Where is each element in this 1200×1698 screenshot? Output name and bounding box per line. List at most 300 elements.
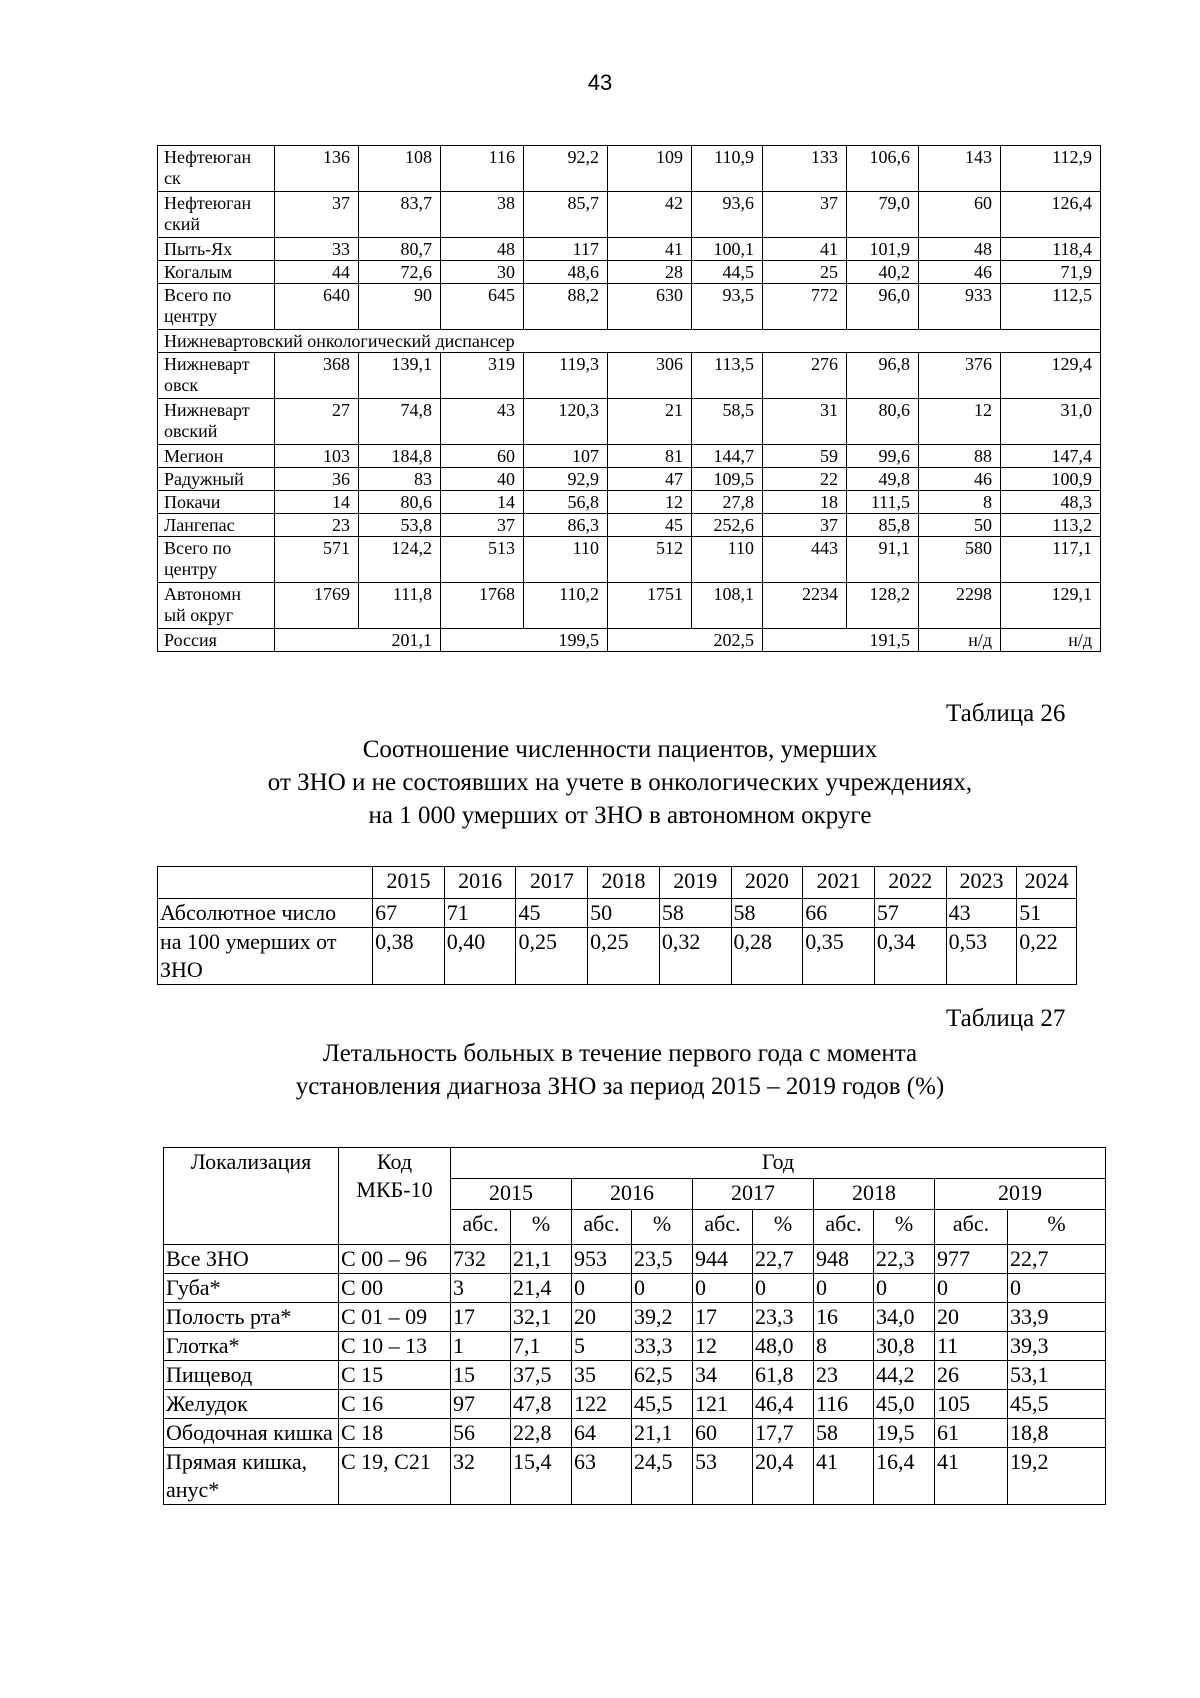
value-cell: 14: [275, 491, 359, 514]
value-cell: 0: [693, 1274, 753, 1303]
value-cell: 113,5: [692, 353, 763, 399]
value-cell: 57: [874, 899, 946, 928]
value-cell: 0,38: [373, 928, 445, 985]
value-cell: 44: [275, 261, 359, 284]
table27-title-line: Летальность больных в течение первого года с момента: [322, 1040, 918, 1067]
value-cell: 128,2: [847, 583, 919, 629]
table-row: [164, 1274, 1106, 1303]
value-cell: 34,0: [874, 1303, 935, 1332]
value-cell: 46: [919, 261, 1001, 284]
value-cell: 45,5: [1008, 1390, 1106, 1419]
value-cell: 28: [608, 261, 692, 284]
row-name: Нефтеюган ск: [158, 146, 275, 192]
regional-mortality-table-continuation: [157, 145, 1101, 652]
row-label: на 100 умерших от ЗНО: [158, 928, 373, 985]
value-cell: 100,9: [1001, 468, 1101, 491]
value-cell: 67: [373, 899, 445, 928]
value-cell: 23,5: [632, 1245, 693, 1274]
value-cell: 17,7: [753, 1419, 814, 1448]
value-cell: 41: [763, 238, 847, 261]
value-cell: 16: [814, 1303, 874, 1332]
value-cell: 37: [275, 192, 359, 238]
value-cell: 21: [608, 399, 692, 445]
value-cell: 15,4: [511, 1448, 572, 1505]
value-cell: 33,3: [632, 1332, 693, 1361]
value-cell: 86,3: [524, 514, 608, 537]
value-cell: 0: [753, 1274, 814, 1303]
localization-cell: Пищевод: [164, 1361, 339, 1390]
value-cell: 0: [1008, 1274, 1106, 1303]
value-cell: 252,6: [692, 514, 763, 537]
row-name: Нижневарт овск: [158, 353, 275, 399]
value-cell: 571: [275, 537, 359, 583]
value-cell: 111,5: [847, 491, 919, 514]
value-cell: 38: [441, 192, 524, 238]
row-name: Нижневарт овский: [158, 399, 275, 445]
value-cell: 19,5: [874, 1419, 935, 1448]
value-cell: 953: [572, 1245, 632, 1274]
table-row: [158, 629, 1101, 652]
value-cell: 110: [524, 537, 608, 583]
value-cell: 2234: [763, 583, 847, 629]
value-cell: 376: [919, 353, 1001, 399]
value-cell: 35: [572, 1361, 632, 1390]
value-cell: 18,8: [1008, 1419, 1106, 1448]
value-cell: 199,5: [441, 629, 608, 652]
value-cell: 12: [693, 1332, 753, 1361]
year-header: 2023: [946, 867, 1017, 899]
value-cell: 93,5: [692, 284, 763, 330]
value-cell: 110: [692, 537, 763, 583]
value-cell: 119,3: [524, 353, 608, 399]
value-cell: 58: [659, 899, 731, 928]
value-cell: 44,2: [874, 1361, 935, 1390]
value-cell: 37,5: [511, 1361, 572, 1390]
value-cell: 107: [524, 445, 608, 468]
table-row: [158, 491, 1101, 514]
localization-cell: Желудок: [164, 1390, 339, 1419]
value-cell: 58: [731, 899, 803, 928]
value-cell: 0,25: [516, 928, 588, 985]
value-cell: 108: [359, 146, 441, 192]
value-cell: 88: [919, 445, 1001, 468]
value-cell: 93,6: [692, 192, 763, 238]
value-cell: 92,9: [524, 468, 608, 491]
table-row: [164, 1303, 1106, 1332]
value-cell: 944: [693, 1245, 753, 1274]
value-cell: 19,2: [1008, 1448, 1106, 1505]
value-cell: 85,7: [524, 192, 608, 238]
icd-code-cell: С 10 – 13: [339, 1332, 451, 1361]
value-cell: 12: [919, 399, 1001, 445]
value-cell: 53,1: [1008, 1361, 1106, 1390]
value-cell: 191,5: [763, 629, 919, 652]
value-cell: 202,5: [608, 629, 763, 652]
value-cell: 117: [524, 238, 608, 261]
table-row: [158, 284, 1101, 330]
value-cell: 14: [441, 491, 524, 514]
table-row: [158, 146, 1101, 192]
value-cell: 0,32: [659, 928, 731, 985]
value-cell: 41: [608, 238, 692, 261]
value-cell: 116: [441, 146, 524, 192]
value-cell: 96,8: [847, 353, 919, 399]
value-cell: 90: [359, 284, 441, 330]
table27-header-localization: Локализация: [164, 1148, 339, 1245]
value-cell: 71,9: [1001, 261, 1101, 284]
value-cell: 22,7: [1008, 1245, 1106, 1274]
value-cell: 368: [275, 353, 359, 399]
value-cell: 112,9: [1001, 146, 1101, 192]
value-cell: 42: [608, 192, 692, 238]
table-row: [164, 1448, 1106, 1505]
row-label: Абсолютное число: [158, 899, 373, 928]
value-cell: 23: [275, 514, 359, 537]
row-name: Автономн ый округ: [158, 583, 275, 629]
page-number: 43: [587, 70, 613, 95]
value-cell: 15: [451, 1361, 511, 1390]
value-cell: 37: [763, 192, 847, 238]
value-cell: 40: [441, 468, 524, 491]
value-cell: 63: [572, 1448, 632, 1505]
row-name: Пыть-Ях: [158, 238, 275, 261]
value-cell: 47: [608, 468, 692, 491]
value-cell: 39,2: [632, 1303, 693, 1332]
table-row: [164, 1390, 1106, 1419]
row-name: Нефтеюган ский: [158, 192, 275, 238]
year-header: 2017: [516, 867, 588, 899]
value-cell: 85,8: [847, 514, 919, 537]
value-cell: 47,8: [511, 1390, 572, 1419]
value-cell: 37: [763, 514, 847, 537]
value-cell: 40,2: [847, 261, 919, 284]
row-name: Мегион: [158, 445, 275, 468]
table27-header-year: Год: [451, 1148, 1106, 1179]
row-name: Покачи: [158, 491, 275, 514]
value-cell: н/д: [919, 629, 1001, 652]
value-cell: 44,5: [692, 261, 763, 284]
value-cell: 0,35: [803, 928, 875, 985]
table-row: [158, 261, 1101, 284]
table27-title-line: установления диагноза ЗНО за период 2015 – 2019 годов (%): [295, 1073, 945, 1100]
localization-cell: Губа*: [164, 1274, 339, 1303]
icd-code-cell: С 01 – 09: [339, 1303, 451, 1332]
value-cell: 0: [572, 1274, 632, 1303]
value-cell: 23: [814, 1361, 874, 1390]
value-cell: 113,2: [1001, 514, 1101, 537]
row-name: Всего по центру: [158, 284, 275, 330]
table26-title-line: на 1 000 умерших от ЗНО в автономном округе: [368, 802, 872, 829]
table26-corner-cell: [158, 867, 373, 899]
value-cell: 71: [444, 899, 516, 928]
table26-label: Таблица 26: [946, 700, 1066, 727]
value-cell: 83: [359, 468, 441, 491]
value-cell: 8: [814, 1332, 874, 1361]
value-cell: 110,2: [524, 583, 608, 629]
value-cell: 933: [919, 284, 1001, 330]
value-cell: 513: [441, 537, 524, 583]
year-header: 2016: [572, 1179, 693, 1210]
year-header: 2024: [1017, 867, 1077, 899]
abs-header: абс.: [693, 1210, 753, 1245]
value-cell: 20,4: [753, 1448, 814, 1505]
year-header: 2017: [693, 1179, 814, 1210]
value-cell: 59: [763, 445, 847, 468]
year-header: 2019: [935, 1179, 1106, 1210]
value-cell: 16,4: [874, 1448, 935, 1505]
value-cell: 0,28: [731, 928, 803, 985]
abs-header: абс.: [572, 1210, 632, 1245]
value-cell: 32,1: [511, 1303, 572, 1332]
value-cell: 46,4: [753, 1390, 814, 1419]
value-cell: 110,9: [692, 146, 763, 192]
value-cell: 53: [693, 1448, 753, 1505]
value-cell: 1751: [608, 583, 692, 629]
value-cell: 60: [693, 1419, 753, 1448]
year-header: 2018: [588, 867, 660, 899]
section-title: Нижневартовский онкологический диспансер: [158, 330, 1101, 353]
table-row: [158, 514, 1101, 537]
value-cell: 22,8: [511, 1419, 572, 1448]
table26-title-line: от ЗНО и не состоявших на учете в онкологических учреждениях,: [267, 769, 973, 796]
value-cell: 0,22: [1017, 928, 1077, 985]
percent-header: %: [1008, 1210, 1106, 1245]
value-cell: 126,4: [1001, 192, 1101, 238]
value-cell: 120,3: [524, 399, 608, 445]
value-cell: 20: [935, 1303, 1008, 1332]
table-row: [158, 468, 1101, 491]
value-cell: 32: [451, 1448, 511, 1505]
abs-header: абс.: [451, 1210, 511, 1245]
value-cell: 0: [814, 1274, 874, 1303]
value-cell: 61,8: [753, 1361, 814, 1390]
table26-unregistered-deaths: [157, 866, 1077, 985]
value-cell: 21,4: [511, 1274, 572, 1303]
year-header: 2022: [874, 867, 946, 899]
table-row: [158, 537, 1101, 583]
row-name: Радужный: [158, 468, 275, 491]
value-cell: 139,1: [359, 353, 441, 399]
value-cell: 92,2: [524, 146, 608, 192]
value-cell: 8: [919, 491, 1001, 514]
value-cell: 34: [693, 1361, 753, 1390]
value-cell: 31: [763, 399, 847, 445]
value-cell: 133: [763, 146, 847, 192]
value-cell: 11: [935, 1332, 1008, 1361]
value-cell: 51: [1017, 899, 1077, 928]
icd-code-cell: С 18: [339, 1419, 451, 1448]
value-cell: 111,8: [359, 583, 441, 629]
value-cell: 732: [451, 1245, 511, 1274]
value-cell: 184,8: [359, 445, 441, 468]
value-cell: 31,0: [1001, 399, 1101, 445]
table-row: [164, 1361, 1106, 1390]
value-cell: 116: [814, 1390, 874, 1419]
value-cell: 0: [935, 1274, 1008, 1303]
value-cell: 0,40: [444, 928, 516, 985]
value-cell: 45,5: [632, 1390, 693, 1419]
value-cell: 772: [763, 284, 847, 330]
value-cell: 2298: [919, 583, 1001, 629]
value-cell: 33: [275, 238, 359, 261]
table27-label: Таблица 27: [946, 1005, 1066, 1032]
table26-title: [0, 733, 1200, 832]
value-cell: 60: [919, 192, 1001, 238]
value-cell: 12: [608, 491, 692, 514]
value-cell: 58,5: [692, 399, 763, 445]
value-cell: 3: [451, 1274, 511, 1303]
value-cell: 96,0: [847, 284, 919, 330]
value-cell: 74,8: [359, 399, 441, 445]
value-cell: 1769: [275, 583, 359, 629]
value-cell: 106,6: [847, 146, 919, 192]
icd-code-cell: С 00 – 96: [339, 1245, 451, 1274]
value-cell: 948: [814, 1245, 874, 1274]
value-cell: 105: [935, 1390, 1008, 1419]
value-cell: 80,6: [847, 399, 919, 445]
value-cell: 46: [919, 468, 1001, 491]
value-cell: 80,7: [359, 238, 441, 261]
value-cell: 64: [572, 1419, 632, 1448]
year-header: 2021: [803, 867, 875, 899]
table-row: [164, 1332, 1106, 1361]
value-cell: 103: [275, 445, 359, 468]
value-cell: 512: [608, 537, 692, 583]
value-cell: 27: [275, 399, 359, 445]
table-row: [158, 928, 1077, 985]
value-cell: 48: [441, 238, 524, 261]
percent-header: %: [511, 1210, 572, 1245]
value-cell: 136: [275, 146, 359, 192]
value-cell: 36: [275, 468, 359, 491]
localization-cell: Все ЗНО: [164, 1245, 339, 1274]
value-cell: 30: [441, 261, 524, 284]
value-cell: 45: [608, 514, 692, 537]
value-cell: 48: [919, 238, 1001, 261]
value-cell: 58: [814, 1419, 874, 1448]
table-row: [164, 1419, 1106, 1448]
value-cell: 7,1: [511, 1332, 572, 1361]
value-cell: 26: [935, 1361, 1008, 1390]
value-cell: 80,6: [359, 491, 441, 514]
value-cell: 122: [572, 1390, 632, 1419]
value-cell: 121: [693, 1390, 753, 1419]
value-cell: н/д: [1001, 629, 1101, 652]
section-row: [158, 330, 1101, 353]
table-row: [158, 583, 1101, 629]
value-cell: 56: [451, 1419, 511, 1448]
value-cell: 72,6: [359, 261, 441, 284]
value-cell: 129,1: [1001, 583, 1101, 629]
value-cell: 108,1: [692, 583, 763, 629]
year-header: 2019: [659, 867, 731, 899]
year-header: 2015: [373, 867, 445, 899]
value-cell: 41: [935, 1448, 1008, 1505]
value-cell: 23,3: [753, 1303, 814, 1332]
value-cell: 27,8: [692, 491, 763, 514]
table-row: [158, 399, 1101, 445]
value-cell: 50: [588, 899, 660, 928]
table-row: [164, 1245, 1106, 1274]
value-cell: 118,4: [1001, 238, 1101, 261]
value-cell: 129,4: [1001, 353, 1101, 399]
value-cell: 319: [441, 353, 524, 399]
value-cell: 81: [608, 445, 692, 468]
icd-code-cell: С 00: [339, 1274, 451, 1303]
value-cell: 61: [935, 1419, 1008, 1448]
value-cell: 0,34: [874, 928, 946, 985]
value-cell: 117,1: [1001, 537, 1101, 583]
value-cell: 48,6: [524, 261, 608, 284]
value-cell: 33,9: [1008, 1303, 1106, 1332]
value-cell: 143: [919, 146, 1001, 192]
value-cell: 53,8: [359, 514, 441, 537]
value-cell: 88,2: [524, 284, 608, 330]
localization-cell: Ободочная кишка: [164, 1419, 339, 1448]
value-cell: 443: [763, 537, 847, 583]
year-header: 2016: [444, 867, 516, 899]
value-cell: 21,1: [632, 1419, 693, 1448]
table-row: [158, 238, 1101, 261]
value-cell: 0: [632, 1274, 693, 1303]
year-header: 2020: [731, 867, 803, 899]
value-cell: 1768: [441, 583, 524, 629]
value-cell: 97: [451, 1390, 511, 1419]
value-cell: 640: [275, 284, 359, 330]
table-row: [158, 353, 1101, 399]
value-cell: 1: [451, 1332, 511, 1361]
value-cell: 22,3: [874, 1245, 935, 1274]
value-cell: 56,8: [524, 491, 608, 514]
icd-code-cell: С 16: [339, 1390, 451, 1419]
value-cell: 50: [919, 514, 1001, 537]
value-cell: 24,5: [632, 1448, 693, 1505]
value-cell: 0,25: [588, 928, 660, 985]
value-cell: 645: [441, 284, 524, 330]
value-cell: 49,8: [847, 468, 919, 491]
table-row: [158, 445, 1101, 468]
localization-cell: Прямая кишка, анус*: [164, 1448, 339, 1505]
value-cell: 43: [946, 899, 1017, 928]
percent-header: %: [874, 1210, 935, 1245]
value-cell: 37: [441, 514, 524, 537]
table26-title-line: Соотношение численности пациентов, умерших: [362, 736, 878, 763]
value-cell: 62,5: [632, 1361, 693, 1390]
value-cell: 91,1: [847, 537, 919, 583]
value-cell: 109,5: [692, 468, 763, 491]
value-cell: 17: [451, 1303, 511, 1332]
abs-header: абс.: [814, 1210, 874, 1245]
value-cell: 60: [441, 445, 524, 468]
value-cell: 45,0: [874, 1390, 935, 1419]
year-header: 2015: [451, 1179, 572, 1210]
value-cell: 83,7: [359, 192, 441, 238]
table-row: [158, 192, 1101, 238]
percent-header: %: [632, 1210, 693, 1245]
icd-code-cell: С 19, С21: [339, 1448, 451, 1505]
table27-first-year-lethality: [163, 1147, 1106, 1505]
value-cell: 306: [608, 353, 692, 399]
value-cell: 39,3: [1008, 1332, 1106, 1361]
value-cell: 18: [763, 491, 847, 514]
value-cell: 201,1: [275, 629, 441, 652]
value-cell: 630: [608, 284, 692, 330]
value-cell: 21,1: [511, 1245, 572, 1274]
value-cell: 66: [803, 899, 875, 928]
percent-header: %: [753, 1210, 814, 1245]
row-name: Лангепас: [158, 514, 275, 537]
table-row: [158, 899, 1077, 928]
